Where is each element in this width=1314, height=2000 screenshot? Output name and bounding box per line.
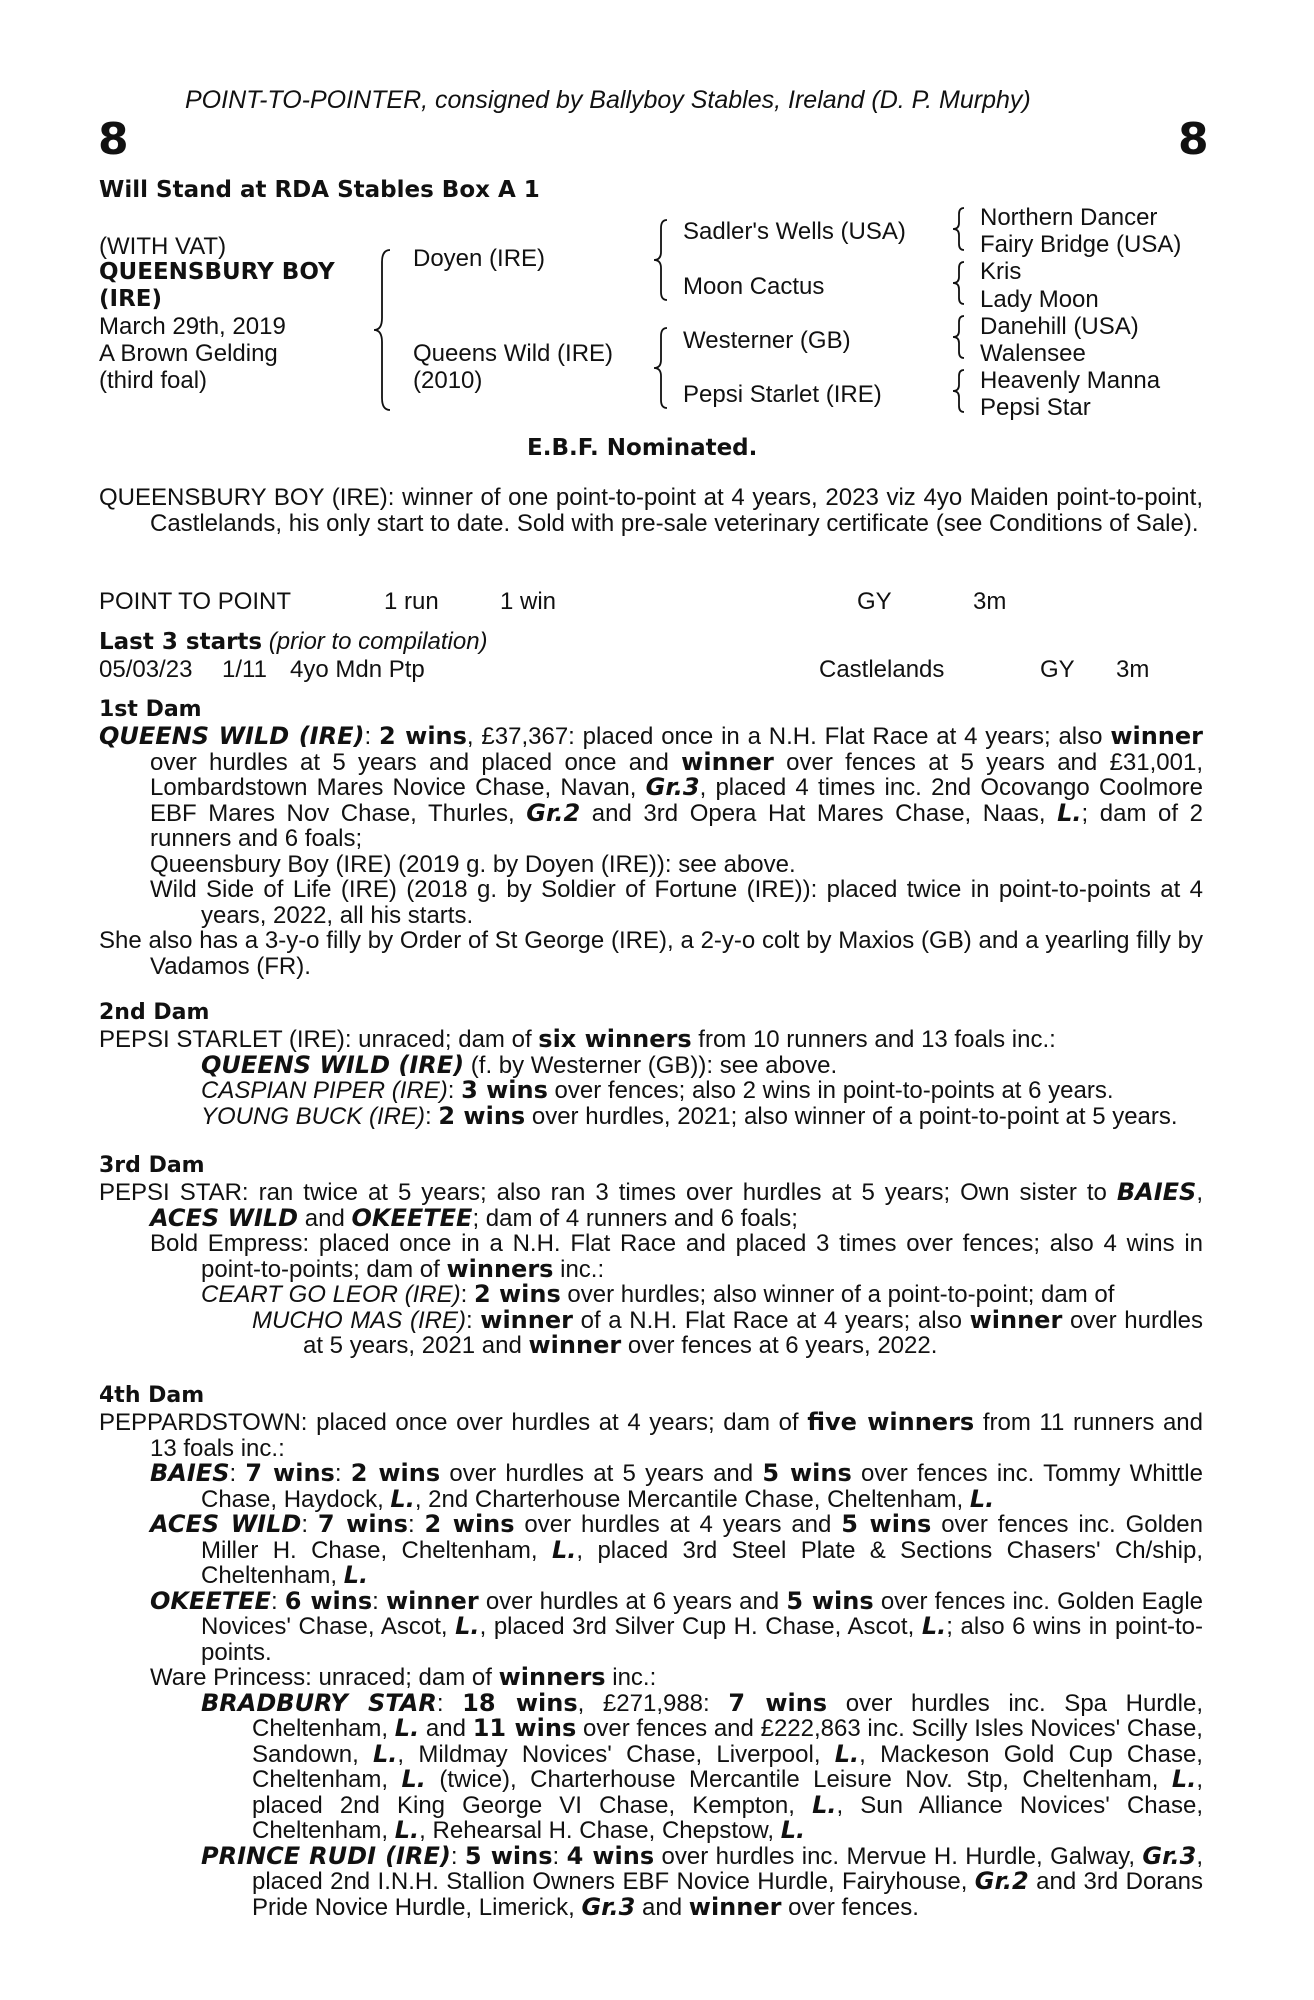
foaling-date: March 29th, 2019 [99, 313, 286, 340]
pedigree-g4: Lady Moon [980, 286, 1099, 313]
pedigree-g7: Heavenly Manna [980, 367, 1161, 394]
fourth-dam-produce-prince-rudi: PRINCE RUDI (IRE): 5 wins: 4 wins over hurdles inc. Mervue H. Hurdle, Galway, Gr.3, placed 2nd I.N.H. Stallion Owners EBF Novice Hurdle, Fairyhouse, Gr.2 and 3rd Dorans Pride Novice Hurdle, Limerick, Gr.3 and winner over fences. [201, 1841, 1204, 1921]
horse-description: A Brown Gelding [99, 340, 278, 367]
pedigree-dam-dam: Pepsi Starlet (IRE) [683, 381, 882, 408]
summary-paragraph [99, 485, 1203, 536]
pedigree-sire-dam: Moon Cactus [683, 273, 825, 300]
second-dam-heading: 2nd Dam [99, 1000, 210, 1025]
first-dam-heading: 1st Dam [99, 697, 202, 722]
first-dam-text: QUEENS WILD (IRE): 2 wins, £37,367: placed once in a N.H. Flat Race at 4 years; also winner over hurdles at 5 years and placed once and winner over fences at 5 years and £31,001, Lombardstown Mares Novice Chase, Navan, Gr.3, placed 4 times inc. 2nd Ocovango Coolmore EBF Mares Nov Chase, Thurles, Gr.2 and 3rd Opera Hat Mares Chase, Naas, L.; dam of 2 runners and 6 foals; [99, 722, 1203, 852]
pedigree-g6: Walensee [980, 340, 1086, 367]
first-dam-section [99, 724, 1203, 979]
last-starts-title: Last 3 starts [99, 629, 263, 655]
pedigree-g1: Northern Dancer [980, 204, 1158, 231]
lot-number-right: 8 [1178, 114, 1209, 165]
fourth-dam-produce-bradbury-star: BRADBURY STAR: 18 wins, £271,988: 7 wins over hurdles inc. Spa Hurdle, Cheltenham, L. and 11 wins over fences and £222,863 inc. Scilly Isles Novices' Chase, Sandown, L., Mildmay Novices' Chase, Liverpool, L., Mackeson Gold Cup Chase, Cheltenham, L. (twice), Charterhouse Mercantile Leisure Nov. Stp, Cheltenham, L., placed 2nd King George VI Chase, Kempton, L., Sun Alliance Novices' Chase, Cheltenham, L., Rehearsal H. Chase, Chepstow, L. [201, 1688, 1203, 1844]
pedigree-brace-g3 [951, 314, 967, 360]
vat-note: (WITH VAT) [99, 233, 227, 260]
horse-name-suffix: (IRE) [99, 286, 163, 312]
fourth-dam-section [99, 1410, 1203, 1920]
third-dam-produce-2: CEART GO LEOR (IRE): 2 wins over hurdles; also winner of a point-to-point; dam of [201, 1280, 1115, 1308]
fourth-dam-produce-okeetee: OKEETEE: 6 wins: winner over hurdles at 6 years and 5 wins over fences inc. Golden Eagle Novices' Chase, Ascot, L., placed 3rd Silver Cup H. Chase, Ascot, L.; also 6 wins in point-to-points. [150, 1586, 1204, 1666]
pedigree-g5: Danehill (USA) [980, 313, 1139, 340]
third-dam-produce-3: MUCHO MAS (IRE): winner of a N.H. Flat Race at 4 years; also winner over hurdles at 5 years, 2021 and winner over fences at 6 years, 2022. [252, 1305, 1203, 1359]
record-going: GY [857, 588, 892, 615]
third-dam-text: PEPSI STAR: ran twice at 5 years; also ran 3 times over hurdles at 5 years; Own sister to BAIES, ACES WILD and OKEETEE; dam of 4 runners and 6 foals; [99, 1178, 1203, 1232]
first-dam-foal-1: Queensbury Boy (IRE) (2019 g. by Doyen (IRE)): see above. [150, 850, 796, 878]
first-dam-also: She also has a 3-y-o filly by Order of St George (IRE), a 2-y-o colt by Maxios (GB) and a yearling filly by Vadamos (FR). [99, 927, 1203, 980]
pedigree-brace-main [372, 248, 394, 412]
record-runs: 1 run [384, 588, 439, 615]
pedigree-brace-g4 [951, 368, 967, 414]
fourth-dam-heading: 4th Dam [99, 1383, 205, 1408]
record-wins: 1 win [500, 588, 557, 615]
record-label: POINT TO POINT [99, 588, 292, 615]
start-distance: 3m [1116, 656, 1150, 683]
second-dam-text: PEPSI STARLET (IRE): unraced; dam of six winners from 10 runners and 13 foals inc.: [99, 1025, 1056, 1053]
fourth-dam-produce-ware-princess: Ware Princess: unraced; dam of winners inc.: [150, 1663, 657, 1691]
third-dam-produce-1: Bold Empress: placed once in a N.H. Flat Race and placed 3 times over fences; also 4 wins in point-to-points; dam of winners inc.: [150, 1230, 1203, 1283]
first-dam-foal-2: Wild Side of Life (IRE) (2018 g. by Soldier of Fortune (IRE)): placed twice in point-to-points at 4 years, 2022, all his starts. [150, 876, 1203, 929]
pedigree-g8: Pepsi Star [980, 394, 1091, 421]
pedigree-brace-sire [652, 218, 670, 302]
fourth-dam-text: PEPPARDSTOWN: placed once over hurdles at 4 years; dam of five winners from 11 runners and 13 foals inc.: [99, 1408, 1203, 1462]
start-date: 05/03/23 [99, 656, 193, 683]
last-starts-heading [99, 629, 488, 656]
third-dam-section [99, 1180, 1203, 1359]
third-dam-heading: 3rd Dam [99, 1153, 205, 1178]
lot-number-left: 8 [98, 114, 129, 165]
second-dam-section [99, 1027, 1203, 1129]
summary-text: QUEENSBURY BOY (IRE): winner of one point-to-point at 4 years, 2023 viz 4yo Maiden point-to-point, Castlelands, his only start to date. Sold with pre-sale veterinary certificate (see Conditions of Sale). [99, 484, 1203, 537]
record-distance: 3m [973, 588, 1007, 615]
second-dam-produce-3: YOUNG BUCK (IRE): 2 wins over hurdles, 2021; also winner of a point-to-point at 5 years. [201, 1101, 1178, 1130]
start-going: GY [1040, 656, 1075, 683]
pedigree-dam-sire: Westerner (GB) [683, 327, 851, 354]
consignment-line: POINT-TO-POINTER, consigned by Ballyboy Stables, Ireland (D. P. Murphy) [185, 86, 1031, 114]
foal-note: (third foal) [99, 367, 208, 394]
ebf-nomination: E.B.F. Nominated. [527, 435, 758, 461]
second-dam-produce-2: CASPIAN PIPER (IRE): 3 wins over fences; also 2 wins in point-to-points at 6 years. [201, 1076, 1114, 1104]
pedigree-brace-dam [652, 326, 670, 410]
fourth-dam-produce-aces-wild: ACES WILD: 7 wins: 2 wins over hurdles at 4 years and 5 wins over fences inc. Golden Miller H. Chase, Cheltenham, L., placed 3rd Steel Plate & Sections Chasers' Ch/ship, Cheltenham, L. [150, 1510, 1203, 1589]
start-position: 1/11 [222, 656, 267, 683]
start-course: Castlelands [819, 656, 945, 683]
pedigree-dam: Queens Wild (IRE) [413, 340, 614, 367]
pedigree-sire-sire: Sadler's Wells (USA) [683, 218, 906, 245]
fourth-dam-produce-baies: BAIES: 7 wins: 2 wins over hurdles at 5 years and 5 wins over fences inc. Tommy Whittle Chase, Haydock, L., 2nd Charterhouse Mercantile Chase, Cheltenham, L. [150, 1459, 1203, 1513]
pedigree-brace-g2 [951, 260, 967, 306]
last-starts-note: (prior to compilation) [268, 628, 488, 655]
horse-name: QUEENSBURY BOY [99, 259, 335, 285]
pedigree-sire: Doyen (IRE) [413, 245, 546, 272]
pedigree-g2: Fairy Bridge (USA) [980, 231, 1182, 258]
start-race: 4yo Mdn Ptp [290, 656, 425, 683]
stand-location: Will Stand at RDA Stables Box A 1 [99, 177, 540, 203]
pedigree-brace-g1 [951, 206, 967, 252]
pedigree-g3: Kris [980, 258, 1022, 285]
second-dam-produce-1: QUEENS WILD (IRE) (f. by Westerner (GB)): see above. [201, 1050, 838, 1079]
pedigree-dam-year: (2010) [413, 367, 483, 394]
